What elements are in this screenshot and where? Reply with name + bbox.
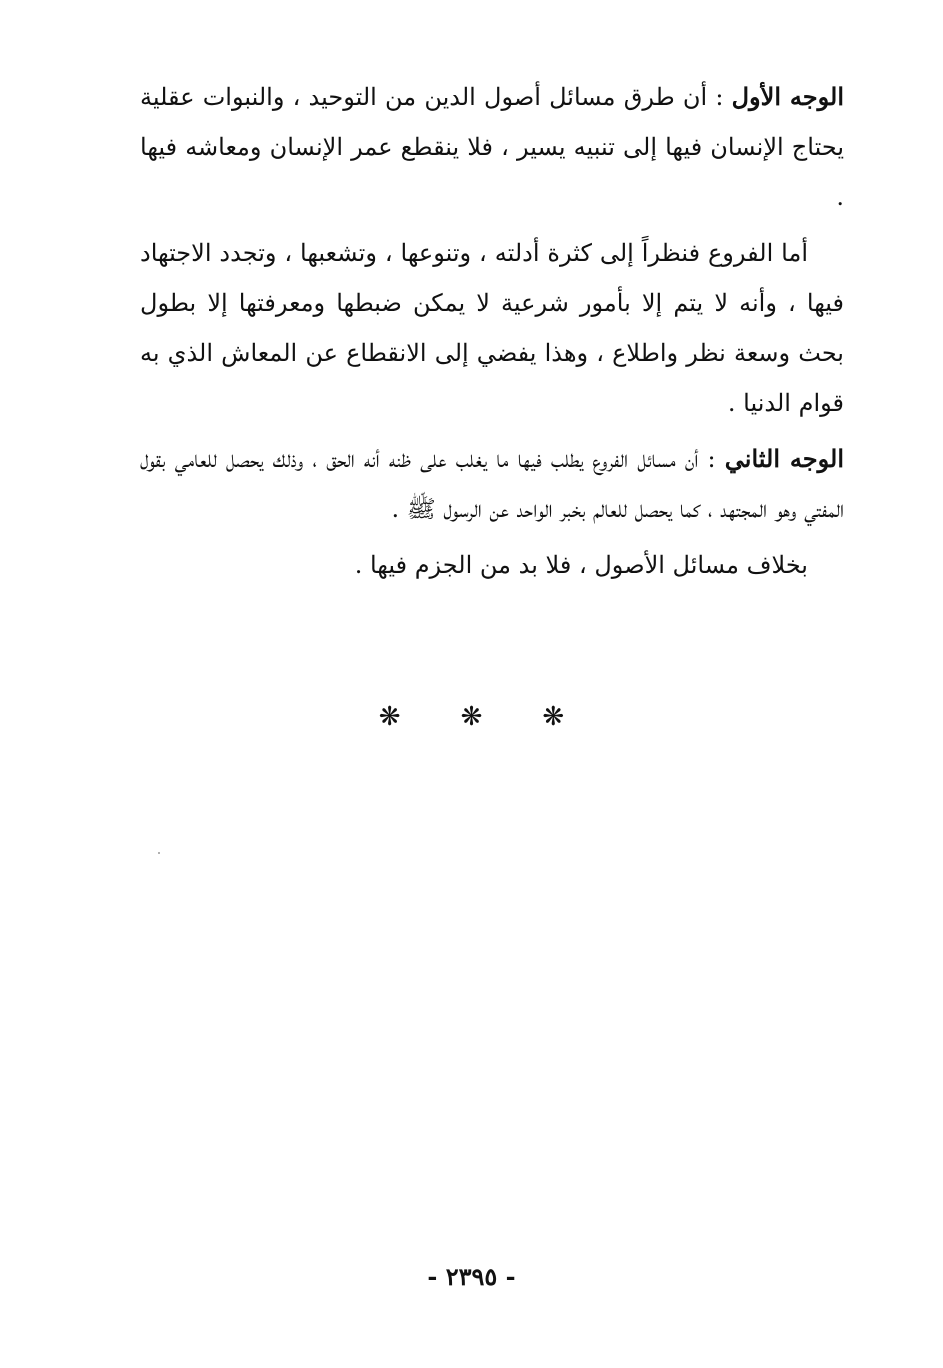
main-text [140, 72, 844, 596]
paragraph-first-aspect [140, 72, 844, 222]
first-aspect-text: : أن طرق مسائل أصول الدين من التوحيد ، والنبوات عقلية يحتاج الإنسان فيها إلى تنبيه يسير ، فلا ينقطع عمر الإنسان ومعاشه فيها . [140, 83, 844, 211]
paragraph-principles [140, 540, 844, 590]
first-aspect-heading: الوجه الأول [731, 82, 844, 111]
second-aspect-heading: الوجه الثاني [724, 444, 844, 473]
paragraph-branches [140, 228, 844, 428]
section-separator [0, 702, 943, 732]
separator-star-icon: ❋ [542, 702, 565, 732]
page-number: - ٢٣٩٥ - [427, 1262, 516, 1291]
paragraph-second-aspect [140, 434, 844, 534]
separator-star-icon: ❋ [460, 702, 483, 732]
separator-star-icon: ❋ [378, 702, 401, 732]
branches-text: أما الفروع فنظراً إلى كثرة أدلته ، وتنوعها ، وتشعبها ، وتجدد الاجتهاد فيها ، وأنه لا يتم إلا بأمور شرعية لا يمكن ضبطها ومعرفتها إلا بطول بحث وسعة نظر واطلاع ، وهذا يفضي إلى الانقطاع عن المعاش الذي به قوام الدنيا . [140, 239, 844, 417]
principles-text: بخلاف مسائل الأصول ، فلا بد من الجزم فيها . [354, 551, 808, 579]
second-aspect-text: : أن مسائل الفروع يطلب فيها ما يغلب على ظنه أنه الحق ، وذلك يحصل للعامي بقول المفتي وهو المجتهد ، كما يحصل للعالم بخبر الواحد عن الرسول ﷺ . [140, 445, 844, 523]
scan-speck [158, 852, 160, 854]
